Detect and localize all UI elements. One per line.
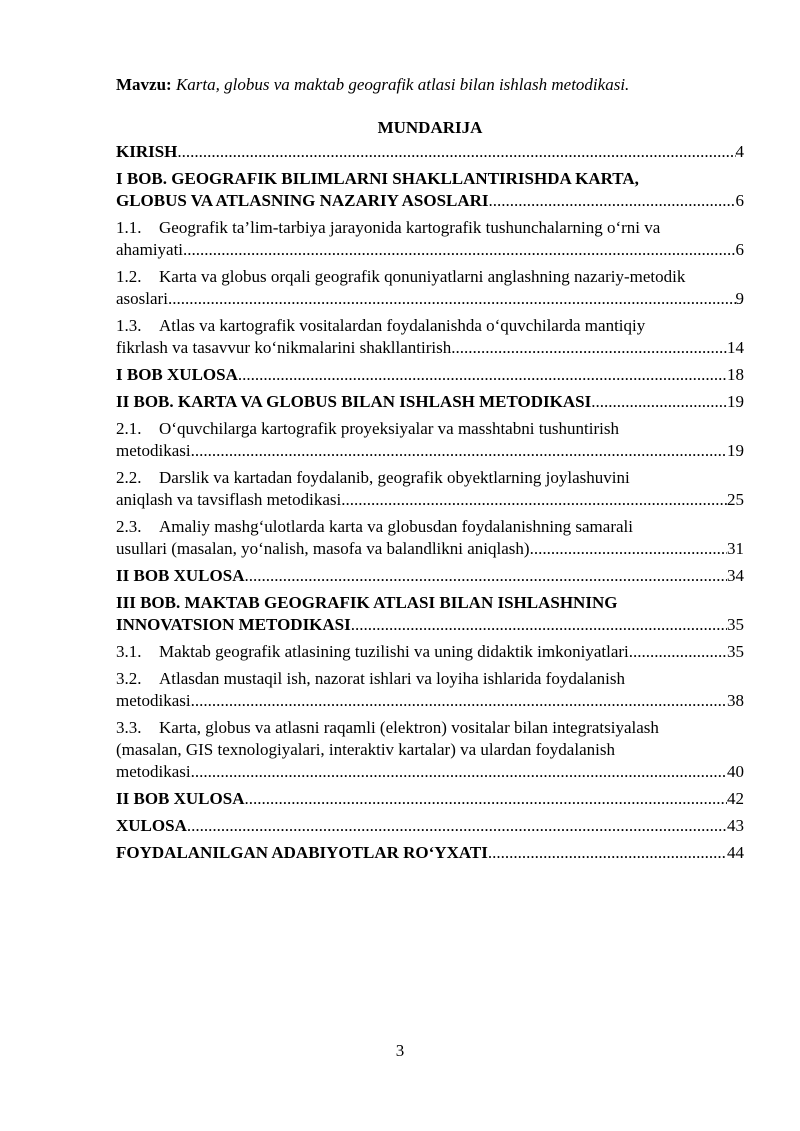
toc-entry-text: III BOB. MAKTAB GEOGRAFIK ATLASI BILAN ISHLASHNING — [116, 593, 618, 612]
toc-entry-number: 1.3. — [116, 316, 142, 335]
toc-dot-leader — [591, 391, 727, 413]
toc-entry-page: 43 — [727, 816, 744, 835]
toc-entry-text: II BOB XULOSA — [116, 789, 245, 808]
toc-entry-text: Karta, globus va atlasni raqamli (elektron) vositalar bilan integratsiyalash — [159, 718, 659, 737]
toc-entry-title — [116, 391, 591, 413]
toc-entry-page: 38 — [727, 691, 744, 710]
toc-entry-title — [116, 440, 191, 462]
toc-dot-leader — [530, 538, 727, 560]
toc-entry-title — [116, 218, 660, 237]
toc-entry-line — [116, 641, 744, 663]
toc-entry-title — [116, 239, 183, 261]
toc-entry-line — [116, 668, 744, 690]
toc-entry-title — [116, 468, 630, 487]
toc-entry-text: II BOB XULOSA — [116, 566, 245, 585]
toc-entry-title — [116, 614, 351, 636]
toc-dot-leader — [351, 614, 727, 636]
toc-entry-page: 31 — [727, 539, 744, 558]
topic-line — [116, 74, 746, 96]
toc-dot-leader — [244, 565, 727, 587]
toc-entry-line — [116, 288, 744, 310]
toc-entry-line — [116, 190, 744, 212]
toc-dot-leader — [489, 190, 736, 212]
toc-entry-page: 35 — [727, 642, 744, 661]
toc-entry-line — [116, 168, 744, 190]
toc-entry-text: FOYDALANILGAN ADABIYOTLAR RO‘YXATI — [116, 843, 488, 862]
toc-entry[interactable] — [116, 391, 744, 413]
toc-entry[interactable] — [116, 141, 744, 163]
toc-entry-number: 3.2. — [116, 669, 142, 688]
toc-entry-text: INNOVATSION METODIKASI — [116, 615, 351, 634]
toc-entry-number: 3.1. — [116, 642, 142, 661]
toc-entry-page: 35 — [727, 615, 744, 634]
toc-entry-page: 14 — [727, 338, 744, 357]
toc-entry-title — [116, 316, 645, 335]
toc-entry-line — [116, 440, 744, 462]
toc-entry[interactable] — [116, 592, 744, 636]
toc-entry[interactable] — [116, 641, 744, 663]
toc-entry[interactable] — [116, 565, 744, 587]
toc-entry[interactable] — [116, 842, 744, 864]
toc-dot-leader — [168, 288, 736, 310]
toc-dot-leader — [191, 761, 727, 783]
toc-entry-title — [116, 669, 625, 688]
toc-entry-text: GLOBUS VA ATLASNING NAZARIY ASOSLARI — [116, 191, 489, 210]
toc-entry-page: 6 — [735, 240, 744, 259]
toc-entry[interactable] — [116, 266, 744, 310]
toc-entry-line — [116, 690, 744, 712]
topic-label: Mavzu: — [116, 75, 172, 94]
toc-dot-leader — [629, 641, 727, 663]
toc-dot-leader — [451, 337, 727, 359]
toc-entry-text: I BOB XULOSA — [116, 365, 238, 384]
toc-entry-page: 40 — [727, 762, 744, 781]
toc-entry-text: Geografik ta’lim-tarbiya jarayonida kartografik tushunchalarning o‘rni va — [159, 218, 661, 237]
toc-entry-page: 44 — [727, 843, 744, 862]
toc-entry-title — [116, 288, 168, 310]
toc-entry-text: O‘quvchilarga kartografik proyeksiyalar va masshtabni tushuntirish — [159, 419, 619, 438]
toc-entry-text: ahamiyati — [116, 240, 184, 259]
toc-entry-line — [116, 239, 744, 261]
toc-entry-number: 1.1. — [116, 218, 142, 237]
toc-entry-text: metodikasi — [116, 762, 191, 781]
toc-entry-text: fikrlash va tasavvur ko‘nikmalarini shakllantirish — [116, 338, 452, 357]
toc-entry[interactable] — [116, 467, 744, 511]
toc-entry-page: 6 — [735, 191, 744, 210]
toc-entry-line — [116, 418, 744, 440]
toc-entry-title — [116, 190, 489, 212]
toc-entry-number: 1.2. — [116, 267, 142, 286]
toc-entry[interactable] — [116, 168, 744, 212]
toc-dot-leader — [191, 440, 727, 462]
toc-entry-line — [116, 489, 744, 511]
toc-entry-line — [116, 739, 744, 761]
toc-entry-line — [116, 717, 744, 739]
toc-entry-line — [116, 141, 744, 163]
toc-entry-line — [116, 467, 744, 489]
toc-entry-number: 2.3. — [116, 517, 142, 536]
toc-entry-title — [116, 364, 238, 386]
toc-entry-title — [116, 419, 619, 438]
toc-entry[interactable] — [116, 717, 744, 783]
toc-entry[interactable] — [116, 364, 744, 386]
toc-entry-line — [116, 842, 744, 864]
toc-entry-text: Atlasdan mustaqil ish, nazorat ishlari va loyiha ishlarida foydalanish — [159, 669, 625, 688]
toc-entry-title — [116, 740, 615, 759]
toc-entry-title — [116, 815, 187, 837]
toc-entry-number: 3.3. — [116, 718, 142, 737]
toc-entry[interactable] — [116, 815, 744, 837]
toc-entry-line — [116, 592, 744, 614]
toc-entry-text: metodikasi — [116, 691, 191, 710]
toc-entry-title — [116, 489, 341, 511]
toc-entry-page: 18 — [727, 365, 744, 384]
toc-entry-text: Maktab geografik atlasining tuzilishi va uning didaktik imkoniyatlari — [159, 642, 629, 661]
toc-entry-line — [116, 217, 744, 239]
toc-entry-page: 4 — [735, 142, 744, 161]
toc-entry-line — [116, 565, 744, 587]
toc-entry-line — [116, 391, 744, 413]
toc-entry-page: 19 — [727, 392, 744, 411]
toc-entry-line — [116, 516, 744, 538]
toc-entry-text: Karta va globus orqali geografik qonuniyatlarni anglashning nazariy-metodik — [159, 267, 686, 286]
toc-dot-leader — [191, 690, 727, 712]
toc-entry-line — [116, 614, 744, 636]
toc-entry-title — [116, 761, 191, 783]
toc-entry-text: asoslari — [116, 289, 168, 308]
toc-dot-leader — [238, 364, 727, 386]
toc-entry-page: 25 — [727, 490, 744, 509]
toc-entry-page: 9 — [735, 289, 744, 308]
toc-entry-text: I BOB. GEOGRAFIK BILIMLARNI SHAKLLANTIRISHDA KARTA, — [116, 169, 639, 188]
toc-entry-title — [116, 337, 451, 359]
toc-entry-text: II BOB. KARTA VA GLOBUS BILAN ISHLASH METODIKASI — [116, 392, 592, 411]
page-number: 3 — [395, 1041, 405, 1060]
toc-dot-leader — [244, 788, 727, 810]
toc-entry-text: usullari (masalan, yo‘nalish, masofa va balandlikni aniqlash) — [116, 539, 530, 558]
toc-dot-leader — [177, 141, 735, 163]
toc-entry-text: Darslik va kartadan foydalanib, geografik obyektlarning joylashuvini — [159, 468, 630, 487]
toc-entry-text: aniqlash va tavsiflash metodikasi — [116, 490, 342, 509]
toc-entry-title — [116, 690, 191, 712]
toc-entry-page: 34 — [727, 566, 744, 585]
toc-entry-title — [116, 538, 530, 560]
toc-entry-page: 42 — [727, 789, 744, 808]
toc-entry-text: Atlas va kartografik vositalardan foydalanishda o‘quvchilarda mantiqiy — [159, 316, 646, 335]
toc-entry-title — [116, 565, 244, 587]
toc-entry-line — [116, 315, 744, 337]
toc-entry-title — [116, 169, 639, 188]
toc-entry[interactable] — [116, 788, 744, 810]
toc-entry-text: (masalan, GIS texnologiyalari, interaktiv kartalar) va ulardan foydalanish — [116, 740, 615, 759]
toc-entry[interactable] — [116, 217, 744, 261]
toc-entry[interactable] — [116, 668, 744, 712]
toc-entry-title — [116, 141, 177, 163]
toc-entry-title — [116, 267, 685, 286]
toc-entry[interactable] — [116, 315, 744, 359]
toc-entry-text: Amaliy mashg‘ulotlarda karta va globusdan foydalanishning samarali — [159, 517, 633, 536]
toc-entry-line — [116, 815, 744, 837]
toc-entry-text: KIRISH — [116, 142, 178, 161]
toc-entry-line — [116, 266, 744, 288]
toc-dot-leader — [341, 489, 727, 511]
toc-entry-number: 2.1. — [116, 419, 142, 438]
toc-entry-line — [116, 788, 744, 810]
toc-entry-page: 19 — [727, 441, 744, 460]
toc-entry-title — [116, 842, 488, 864]
toc-entry-line — [116, 761, 744, 783]
toc-dot-leader — [183, 239, 735, 261]
topic-text: Karta, globus va maktab geografik atlasi bilan ishlash metodikasi. — [175, 75, 630, 94]
toc-entry-title — [116, 641, 629, 663]
toc-entry-title — [116, 788, 244, 810]
toc-entry-line — [116, 364, 744, 386]
toc-entry-title — [116, 718, 659, 737]
toc-entry-title — [116, 517, 633, 536]
toc-entry-number: 2.2. — [116, 468, 142, 487]
toc-entry-text: metodikasi — [116, 441, 191, 460]
toc-entry-line — [116, 337, 744, 359]
toc-entry[interactable] — [116, 418, 744, 462]
toc-heading: MUNDARIJA — [377, 118, 483, 137]
toc-dot-leader — [488, 842, 727, 864]
toc-entry-title — [116, 593, 617, 612]
toc-entry-line — [116, 538, 744, 560]
toc-dot-leader — [187, 815, 727, 837]
toc-entry[interactable] — [116, 516, 744, 560]
table-of-contents — [116, 141, 744, 869]
toc-entry-text: XULOSA — [116, 816, 187, 835]
